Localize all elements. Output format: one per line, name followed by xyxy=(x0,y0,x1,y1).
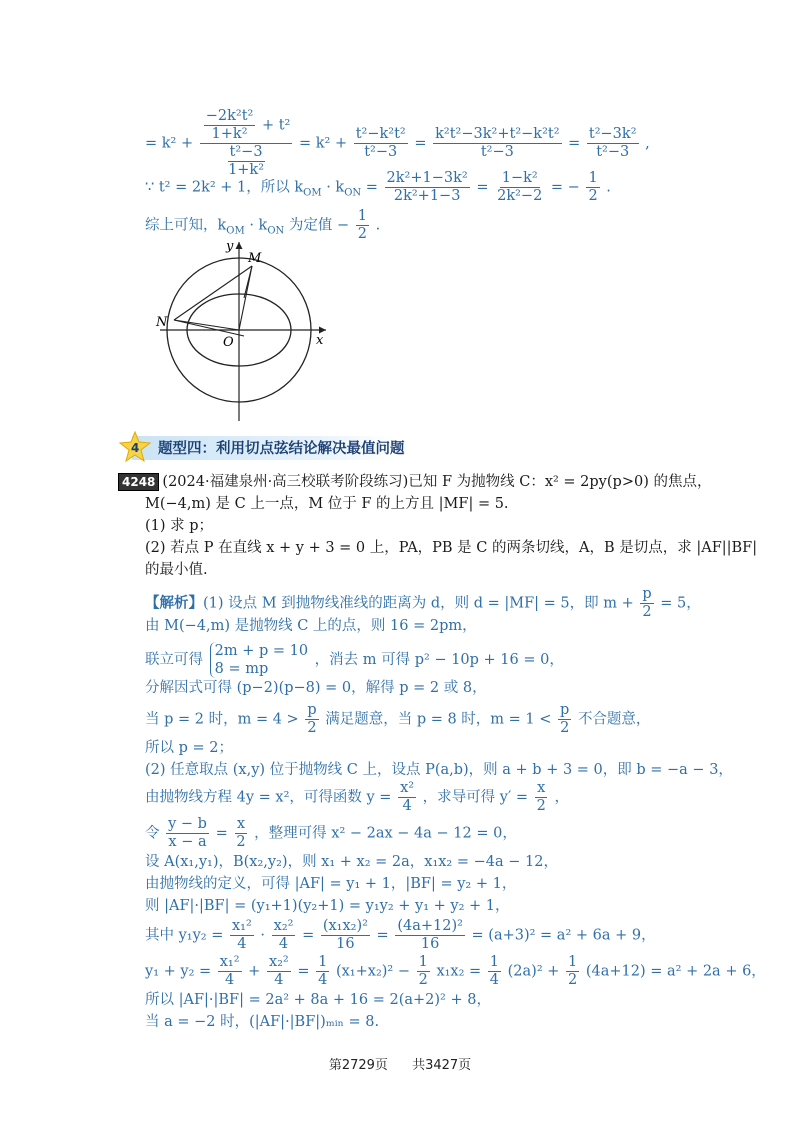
analysis-line-14 xyxy=(145,954,766,989)
denominator: 1+k² xyxy=(211,126,248,142)
denominator: 4 xyxy=(225,972,235,988)
denominator: 4 xyxy=(489,972,500,988)
denominator: 4 xyxy=(278,936,289,952)
analysis-line-15: 所以 |AF|·|BF| = 2a² + 8a + 16 = 2(a+2)² + 8， xyxy=(145,992,491,1008)
numerator: 1 xyxy=(418,954,428,970)
numerator: 1 xyxy=(489,954,500,970)
numerator: 1 xyxy=(318,954,328,970)
text: ∵ t² = 2k² + 1，所以 k xyxy=(145,179,304,196)
numerator: x² xyxy=(400,780,415,796)
denominator: 4 xyxy=(274,972,284,988)
denominator: 4 xyxy=(402,798,412,814)
fraction xyxy=(234,816,247,851)
fraction xyxy=(433,126,561,161)
text: = (a+3)² = a² + 6a + 9， xyxy=(471,927,656,944)
fraction xyxy=(417,954,430,989)
analysis-line-5 xyxy=(145,702,650,737)
label-M: M xyxy=(248,251,262,266)
text: y₁ + y₂ = xyxy=(145,963,212,980)
text: x₁x₂ = xyxy=(436,963,482,980)
fraction xyxy=(218,954,242,989)
numerator: 1−k² xyxy=(501,170,538,186)
question-number: 4248 xyxy=(118,473,159,491)
denominator: t²−3 xyxy=(480,144,514,160)
text: 令 xyxy=(145,825,160,842)
text: + t² xyxy=(257,117,291,134)
text: = xyxy=(568,135,581,152)
denominator: t²−3 xyxy=(596,144,630,160)
label-x: x xyxy=(316,333,324,348)
numerator: −2k²t² xyxy=(205,108,254,124)
numerator: x₂² xyxy=(268,954,289,970)
numerator: x xyxy=(236,816,246,832)
text: = xyxy=(365,179,378,196)
text: 联立可得 xyxy=(145,652,203,668)
text: 其中 y₁y₂ = xyxy=(145,927,224,944)
solution-line-2 xyxy=(145,170,611,205)
denominator: 2k²−2 xyxy=(497,188,543,204)
fraction xyxy=(321,918,370,953)
denominator: 4 xyxy=(237,936,247,952)
fraction xyxy=(204,108,256,143)
fraction xyxy=(305,702,318,737)
denominator: 1+k² xyxy=(228,162,265,178)
label-O: O xyxy=(223,335,234,350)
fraction xyxy=(587,126,639,161)
denominator: t²−3 xyxy=(364,144,398,160)
page-footer xyxy=(0,1054,800,1073)
text: (4a+12) = a² + 2a + 6， xyxy=(585,963,766,980)
denominator: 2k²+1−3 xyxy=(393,188,461,204)
analysis-line-11: 由抛物线的定义，可得 |AF| = y₁ + 1，|BF| = y₂ + 1， xyxy=(145,876,517,892)
text: = xyxy=(414,135,427,152)
numerator: k²t²−3k²+t²−k²t² xyxy=(435,126,560,142)
numerator: x₁² xyxy=(232,918,252,934)
text: . xyxy=(375,217,381,234)
denominator: 2 xyxy=(307,720,317,736)
problem-line-4: (2) 若点 P 在直线 x + y + 3 = 0 上，PA，PB 是 C 的两条切线，A，B 是切点，求 |AF||BF| xyxy=(145,540,758,556)
text: + xyxy=(248,963,261,980)
numerator: p xyxy=(560,702,570,718)
text: ， xyxy=(554,789,569,806)
numerator: y − b xyxy=(168,816,207,832)
denominator: 2 xyxy=(536,798,546,814)
numerator: 1 xyxy=(357,208,368,224)
text: 当 p = 2 时，m = 4 > xyxy=(145,711,299,728)
text: ，整理可得 x² − 2ax − 4a − 12 = 0， xyxy=(254,825,517,842)
numerator: x₂² xyxy=(273,918,294,934)
fraction xyxy=(230,918,254,953)
fraction xyxy=(495,170,544,205)
solution-line-1 xyxy=(145,108,650,179)
equation-system xyxy=(210,642,308,678)
section-number: 4 xyxy=(131,441,140,455)
subscript: ON xyxy=(344,187,362,199)
equation: 2m + p = 10 xyxy=(214,643,309,659)
analysis-line-8 xyxy=(145,780,569,815)
fraction xyxy=(395,918,465,953)
text: 为定值 − xyxy=(288,217,350,234)
text: ，消去 m 可得 p² − 10p + 16 = 0， xyxy=(314,652,564,668)
text: = k² + xyxy=(145,135,194,152)
fraction xyxy=(267,954,291,989)
numerator: 2k²+1−3k² xyxy=(386,170,468,186)
denominator: 2 xyxy=(418,972,428,988)
text: = xyxy=(376,927,389,944)
fraction xyxy=(272,918,296,953)
problem-line-2: M(−4,m) 是 C 上一点，M 位于 F 的上方且 |MF| = 5. xyxy=(145,496,509,512)
label-y: y xyxy=(226,239,234,254)
numerator: t²−3k² xyxy=(588,126,637,142)
numerator: p xyxy=(642,586,652,602)
analysis-line-16: 当 a = −2 时，(|AF|·|BF|)ₘᵢₙ = 8. xyxy=(145,1014,380,1030)
analysis-line-9 xyxy=(145,816,517,851)
fraction xyxy=(488,954,501,989)
numerator: x xyxy=(537,780,546,796)
numerator: t²−3 xyxy=(229,144,263,160)
numerator: 1 xyxy=(588,170,598,186)
total-pages: 共3427页 xyxy=(412,1058,472,1073)
text: = 5， xyxy=(660,595,701,612)
star-icon xyxy=(118,430,152,464)
segment-NM xyxy=(174,266,252,320)
page-number: 第2729页 xyxy=(328,1058,388,1073)
ellipse-circle-figure xyxy=(140,236,340,426)
fraction xyxy=(535,780,548,815)
text: · xyxy=(260,927,266,944)
text: 由抛物线方程 4y = x²，可得函数 y = xyxy=(145,789,392,806)
text: (2024·福建泉州·高三校联考阶段练习)已知 F 为抛物线 C：x² = 2py(p>0) 的焦点， xyxy=(162,474,712,490)
denominator: 2 xyxy=(236,834,246,850)
fraction xyxy=(640,586,653,621)
fraction xyxy=(558,702,571,737)
analysis-line-3 xyxy=(145,642,564,678)
denominator: 4 xyxy=(318,972,328,988)
text: 不合题意， xyxy=(577,711,651,728)
text: = − xyxy=(550,179,580,196)
fraction xyxy=(166,816,209,851)
analysis-line-13 xyxy=(145,918,656,953)
section-header xyxy=(118,430,418,464)
subscript: OM xyxy=(303,187,322,199)
problem-line-5: 的最小值. xyxy=(145,562,208,578)
text: = k² + xyxy=(298,135,348,152)
denominator: 2 xyxy=(357,226,368,242)
subscript: OM xyxy=(226,225,245,237)
text: = xyxy=(302,927,315,944)
analysis-line-2: 由 M(−4,m) 是抛物线 C 上的点，则 16 = 2pm， xyxy=(145,618,477,634)
denominator: x − a xyxy=(168,834,207,850)
analysis-line-7: (2) 任意取点 (x,y) 位于抛物线 C 上，设点 P(a,b)，则 a + b + 3 = 0，即 b = −a − 3， xyxy=(145,762,733,778)
denominator: 16 xyxy=(420,936,440,952)
fraction xyxy=(356,208,369,243)
denominator: 2 xyxy=(568,972,578,988)
analysis-tag: 【解析】 xyxy=(145,594,203,612)
analysis-line-6: 所以 p = 2； xyxy=(145,740,233,756)
text: (1) 设点 M 到抛物线准线的距离为 d，则 d = |MF| = 5，即 m + xyxy=(203,595,634,612)
text: . xyxy=(606,179,611,196)
denominator: 2 xyxy=(588,188,598,204)
equation: 8 = mp xyxy=(214,661,269,677)
denominator: 2 xyxy=(560,720,570,736)
text: , xyxy=(645,135,650,152)
numerator: (x₁x₂)² xyxy=(322,918,368,934)
fraction xyxy=(354,126,408,161)
numerator: t²−k²t² xyxy=(355,126,406,142)
text: 综上可知，k xyxy=(145,217,227,234)
text: (x₁+x₂)² − xyxy=(335,963,410,980)
fraction xyxy=(398,780,416,815)
fraction xyxy=(316,954,329,989)
numerator: p xyxy=(307,702,317,718)
text: ，求导可得 y′ = xyxy=(422,789,529,806)
compound-fraction xyxy=(200,108,293,179)
text: · k xyxy=(326,179,345,196)
numerator: x₁² xyxy=(219,954,240,970)
tangent-N xyxy=(174,320,244,336)
problem-line-3: (1) 求 p； xyxy=(145,518,214,534)
section-title: 题型四：利用切点弦结论解决最值问题 xyxy=(158,441,405,457)
label-N: N xyxy=(156,315,168,330)
subscript: ON xyxy=(267,225,285,237)
text: = xyxy=(476,179,489,196)
denominator: 16 xyxy=(336,936,355,952)
analysis-line-4: 分解因式可得 (p−2)(p−8) = 0，解得 p = 2 或 8， xyxy=(145,680,487,696)
denominator: 2 xyxy=(642,604,652,620)
text: 满足题意，当 p = 8 时，m = 1 < xyxy=(325,711,552,728)
segment-ON xyxy=(174,320,239,330)
text: (2a)² + xyxy=(507,963,560,980)
fraction xyxy=(385,170,470,205)
fraction xyxy=(566,954,579,989)
numerator: (4a+12)² xyxy=(397,918,463,934)
analysis-line-12: 则 |AF|·|BF| = (y₁+1)(y₂+1) = y₁y₂ + y₁ + y₂ + 1， xyxy=(145,898,510,914)
text: · k xyxy=(249,217,268,234)
analysis-line-10: 设 A(x₁,y₁)，B(x₂,y₂)，则 x₁ + x₂ = 2a，x₁x₂ = −4a − 12， xyxy=(145,854,558,870)
text: = xyxy=(297,963,310,980)
problem-line-1 xyxy=(118,472,711,492)
text: = xyxy=(215,825,228,842)
fraction xyxy=(586,170,599,205)
numerator: 1 xyxy=(568,954,578,970)
